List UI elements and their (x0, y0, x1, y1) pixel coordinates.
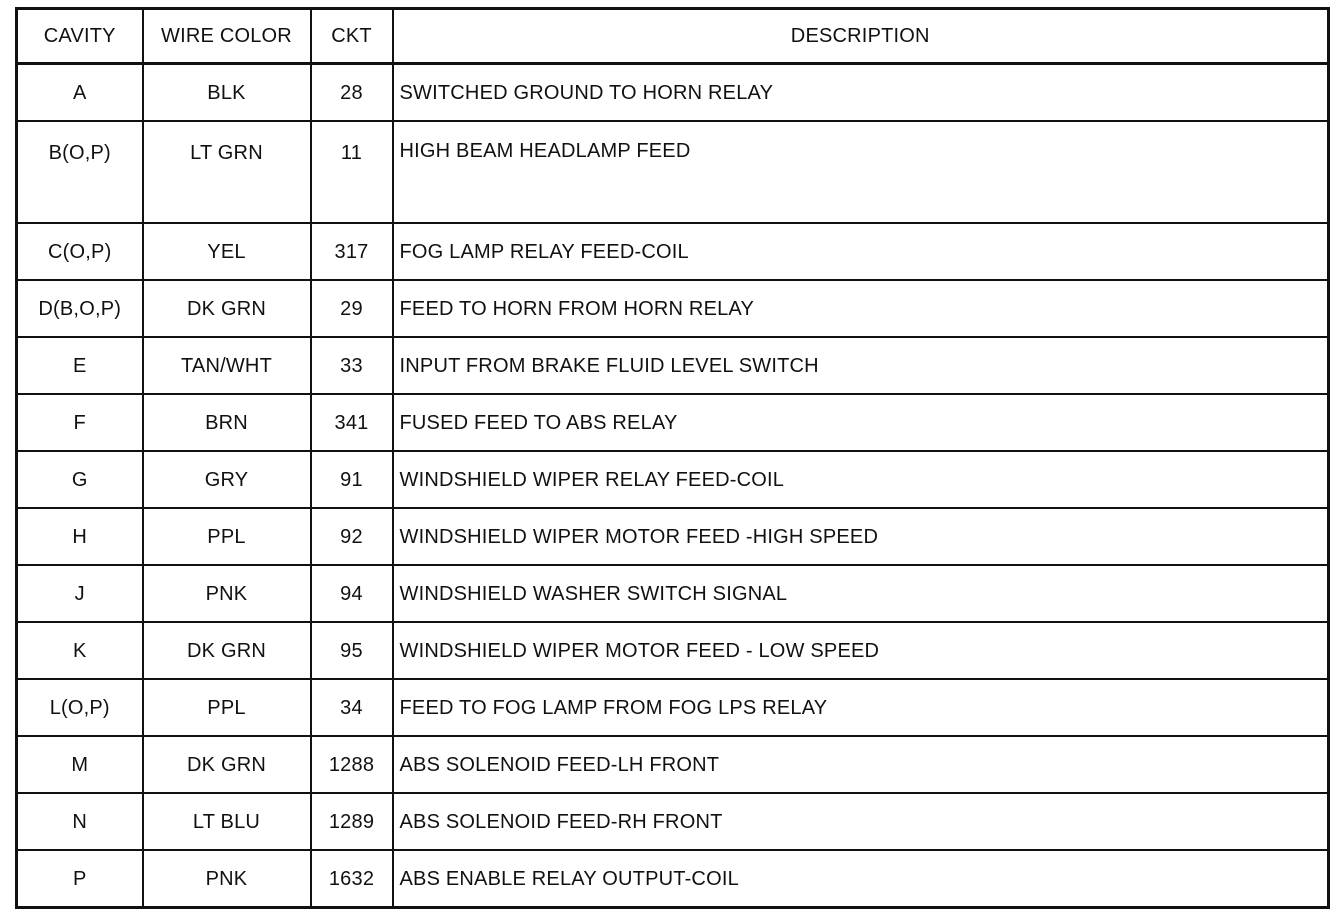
wire-color-cell: BLK (143, 64, 311, 122)
ckt-cell: 28 (311, 64, 393, 122)
description-cell: HIGH BEAM HEADLAMP FEED (393, 121, 1329, 223)
wire-color-cell: LT GRN (143, 121, 311, 223)
cavity-cell: C(O,P) (17, 223, 143, 280)
table-row (17, 679, 1329, 736)
header-wire-color: WIRE COLOR (143, 9, 311, 64)
ckt-cell: 1632 (311, 850, 393, 908)
ckt-cell: 33 (311, 337, 393, 394)
wire-color-cell: PNK (143, 565, 311, 622)
table-body (17, 64, 1329, 908)
wire-color-cell: PPL (143, 508, 311, 565)
description-cell: INPUT FROM BRAKE FLUID LEVEL SWITCH (393, 337, 1329, 394)
ckt-cell: 341 (311, 394, 393, 451)
table-row (17, 223, 1329, 280)
description-cell: WINDSHIELD WIPER MOTOR FEED -HIGH SPEED (393, 508, 1329, 565)
ckt-cell: 95 (311, 622, 393, 679)
cavity-cell: E (17, 337, 143, 394)
table-row (17, 64, 1329, 122)
ckt-cell: 91 (311, 451, 393, 508)
table-row (17, 280, 1329, 337)
table-row (17, 451, 1329, 508)
table-row (17, 736, 1329, 793)
cavity-cell: M (17, 736, 143, 793)
wire-color-cell: DK GRN (143, 280, 311, 337)
description-cell: ABS ENABLE RELAY OUTPUT-COIL (393, 850, 1329, 908)
cavity-cell: B(O,P) (17, 121, 143, 223)
wire-color-cell: PPL (143, 679, 311, 736)
cavity-cell: P (17, 850, 143, 908)
description-cell: WINDSHIELD WIPER RELAY FEED-COIL (393, 451, 1329, 508)
ckt-cell: 1288 (311, 736, 393, 793)
cavity-cell: D(B,O,P) (17, 280, 143, 337)
header-cavity: CAVITY (17, 9, 143, 64)
connector-pinout-sheet (15, 7, 1327, 894)
wire-color-cell: TAN/WHT (143, 337, 311, 394)
ckt-cell: 317 (311, 223, 393, 280)
ckt-cell: 29 (311, 280, 393, 337)
description-cell: ABS SOLENOID FEED-RH FRONT (393, 793, 1329, 850)
description-cell: ABS SOLENOID FEED-LH FRONT (393, 736, 1329, 793)
ckt-cell: 92 (311, 508, 393, 565)
description-cell: FOG LAMP RELAY FEED-COIL (393, 223, 1329, 280)
table-row (17, 622, 1329, 679)
wire-color-cell: LT BLU (143, 793, 311, 850)
wire-color-cell: YEL (143, 223, 311, 280)
table-row (17, 508, 1329, 565)
description-cell: SWITCHED GROUND TO HORN RELAY (393, 64, 1329, 122)
header-row (17, 9, 1329, 64)
cavity-cell: A (17, 64, 143, 122)
ckt-cell: 1289 (311, 793, 393, 850)
description-cell: FUSED FEED TO ABS RELAY (393, 394, 1329, 451)
cavity-cell: K (17, 622, 143, 679)
cavity-cell: H (17, 508, 143, 565)
description-cell: FEED TO FOG LAMP FROM FOG LPS RELAY (393, 679, 1329, 736)
header-ckt: CKT (311, 9, 393, 64)
table-row (17, 793, 1329, 850)
table-row (17, 121, 1329, 223)
cavity-cell: G (17, 451, 143, 508)
cavity-cell: L(O,P) (17, 679, 143, 736)
cavity-cell: N (17, 793, 143, 850)
description-cell: WINDSHIELD WIPER MOTOR FEED - LOW SPEED (393, 622, 1329, 679)
header-description: DESCRIPTION (393, 9, 1329, 64)
wire-color-cell: BRN (143, 394, 311, 451)
wire-color-cell: DK GRN (143, 736, 311, 793)
ckt-cell: 94 (311, 565, 393, 622)
table-header (17, 9, 1329, 64)
wire-color-cell: PNK (143, 850, 311, 908)
wire-color-cell: GRY (143, 451, 311, 508)
table-row (17, 565, 1329, 622)
table-row (17, 394, 1329, 451)
cavity-cell: F (17, 394, 143, 451)
connector-pinout-table (15, 7, 1330, 909)
ckt-cell: 34 (311, 679, 393, 736)
description-cell: FEED TO HORN FROM HORN RELAY (393, 280, 1329, 337)
ckt-cell: 11 (311, 121, 393, 223)
table-row (17, 850, 1329, 908)
cavity-cell: J (17, 565, 143, 622)
table-row (17, 337, 1329, 394)
description-cell: WINDSHIELD WASHER SWITCH SIGNAL (393, 565, 1329, 622)
wire-color-cell: DK GRN (143, 622, 311, 679)
